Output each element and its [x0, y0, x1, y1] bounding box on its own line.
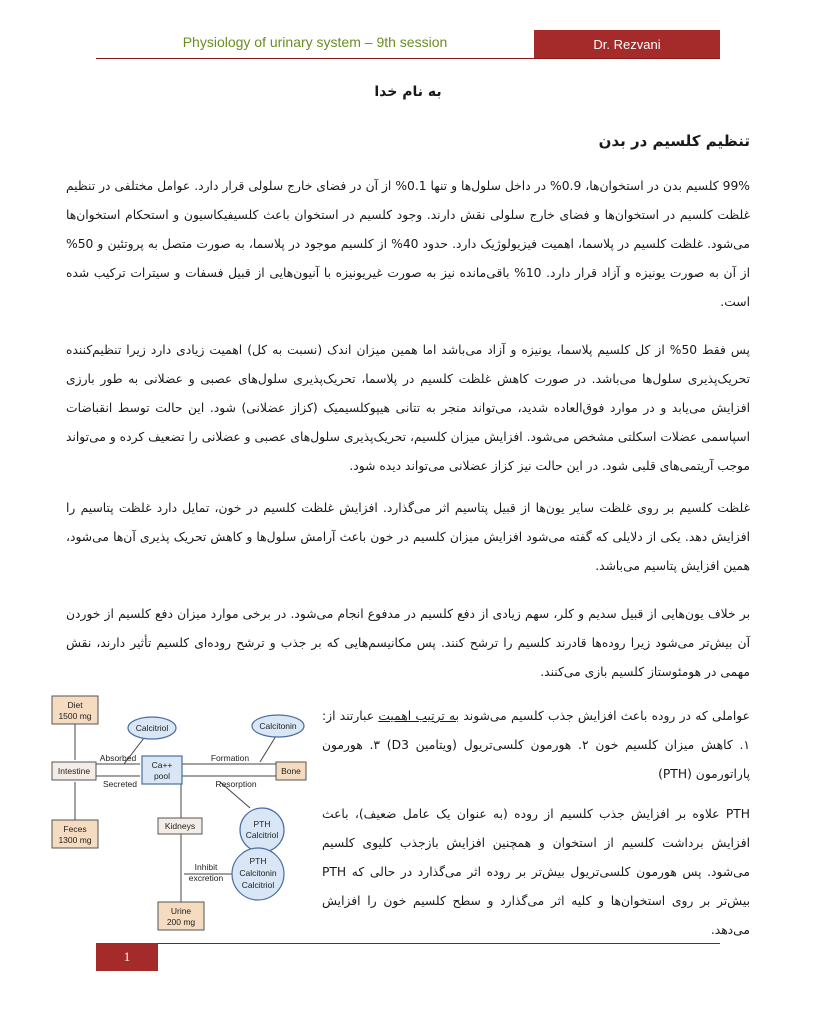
header-title: Physiology of urinary system – 9th session [182, 34, 448, 50]
urine-label: Urine [170, 906, 192, 916]
calcitriol-label: Calcitriol [135, 723, 169, 733]
pool-line1: Ca++ [151, 760, 173, 770]
urine-amount: 200 mg [166, 917, 196, 927]
header-author: Dr. Rezvani [534, 30, 720, 58]
kidneys-label: Kidneys [164, 821, 196, 831]
paragraph-1: 99% کلسیم بدن در استخوان‌ها، 0.9% در داخل سلول‌ها و تنها 0.1% از آن در فضای خارج سلولی قرار دارد. عوامل مختلفی در تنظیم غلظت کلسیم در استخوان‌ها و فضای خارج سلولی نقش دارند. وجود کلسیم در استخوان باعث کلسیفیکاسیون و استحکام استخوان‌ها می‌شود. غلظت کلسیم در پلاسما، اهمیت فیزیولوژیک دارد. حدود 40% از کلسیم موجود در پلاسما، به صورت متصل به پروتئین و 50% از آن به صورت یونیزه و آزاد قرار دارد. 10% باقی‌مانده نیز به صورت غیریونیزه با آنیون‌هایی از قبیل فسفات و سیترات ترکیب شده است. [66, 179, 750, 309]
paragraph-6: PTH علاوه بر افزایش جذب کلسیم از روده (به عنوان یک عامل ضعیف)، باعث افزایش برداشت کلسیم از استخوان و همچنین افزایش بازجذب کلیوی کلسیم می‌شود. پس هورمون کلسی‌تریول بیش‌تر بر روده اثر می‌گذارد در حالی که PTH بیش‌تر بر روی استخوان‌ها و کلیه اثر می‌گذارد و سطح کلسیم خون را افزایش می‌دهد. [322, 807, 750, 937]
pth2-line2: Calcitonin [239, 868, 277, 878]
p5-underlined: به ترتیب اهمیت [378, 709, 460, 723]
pth1-sub-label: Calcitriol [245, 830, 279, 840]
secreted-label: Secreted [102, 779, 138, 789]
formation-label: Formation [210, 753, 250, 763]
paragraph-5 [322, 702, 750, 789]
bismillah-heading: به نام خدا [374, 84, 442, 100]
paragraph-3: غلظت کلسیم بر روی غلظت سایر یون‌ها از قبیل پتاسیم اثر می‌گذارد. افزایش غلظت کلسیم در خون، تمایل دارد غلظت پتاسیم را افزایش دهد. یکی از دلایلی که گفته می‌شود افزایش میزان کلسیم در خون باعث آرامش سلول‌ها و کاهش تحریک پذیری آن‌ها می‌شود، همین افزایش پتاسیم می‌باشد. [66, 501, 750, 573]
pth2-line3: Calcitriol [241, 880, 275, 890]
p5-lead: عواملی که در روده باعث افزایش جذب کلسیم می‌شوند [463, 709, 750, 723]
feces-amount: 1300 mg [58, 835, 92, 845]
diet-label: Diet [67, 700, 83, 710]
diet-amount: 1500 mg [58, 711, 92, 721]
pool-line2: pool [153, 771, 171, 781]
feces-label: Feces [63, 824, 87, 834]
calcium-regulation-diagram [50, 690, 312, 936]
pth1-label: PTH [253, 819, 271, 829]
bone-label: Bone [281, 766, 301, 776]
calcitonin-label: Calcitonin [259, 721, 297, 731]
absorbed-label: Absorbed [99, 753, 137, 763]
excretion-label: excretion [188, 873, 224, 883]
paragraph-2: پس فقط 50% از کل کلسیم پلاسما، یونیزه و آزاد می‌باشد اما همین میزان اندک (نسبت به کل) اهمیت زیادی دارد زیرا تنظیم‌کننده تحریک‌پذیری سلول‌ها می‌باشد. در صورت کاهش غلظت کلسیم در پلاسما، تحریک‌پذیری سلول‌های عصبی و عضلانی به طور بارزی افزایش می‌یابد و در موارد فوق‌العاده شدید، می‌تواند منجر به تتانی هیپوکلسیمیک (کزاز عضلانی) شود. این حالت توسط انقباضات اسپاسمی عضلات اسکلتی مشخص می‌شود. افزایش میزان کلسیم، تحریک‌پذیری سلول‌های عصبی و عضلانی را تضعیف کرده و می‌تواند موجب آریتمی‌های قلبی شود. در این حالت نیز کزاز عضلانی می‌تواند دیده شود. [66, 343, 750, 473]
footer-line [96, 943, 720, 944]
intestine-label: Intestine [57, 766, 91, 776]
p5-rest: عبارتند از: ۱. کاهش میزان کلسیم خون ۲. هورمون کلسی‌تریول (ویتامین D3) ۳. هورمون پاراتورمون (PTH) [322, 709, 750, 781]
section-title: تنظیم کلسیم در بدن [598, 132, 750, 150]
inhibit-label: Inhibit [194, 862, 218, 872]
resorption-label: Resorption [215, 779, 257, 789]
paragraph-4: بر خلاف یون‌هایی از قبیل سدیم و کلر، سهم زیادی از دفع کلسیم در مدفوع انجام می‌شود. در برخی موارد میزان دفع کلسیم از خوردن آن بیش‌تر می‌شود زیرا روده‌ها قادرند کلسیم را ترشح کنند. پس مکانیسم‌هایی که بر جذب و ترشح روده‌ای کلسیم تأثیر دارند، نقش مهمی در هومئوستاز کلسیم بازی می‌کنند. [66, 607, 750, 679]
page-number: 1 [96, 943, 158, 971]
pth2-line1: PTH [249, 856, 267, 866]
